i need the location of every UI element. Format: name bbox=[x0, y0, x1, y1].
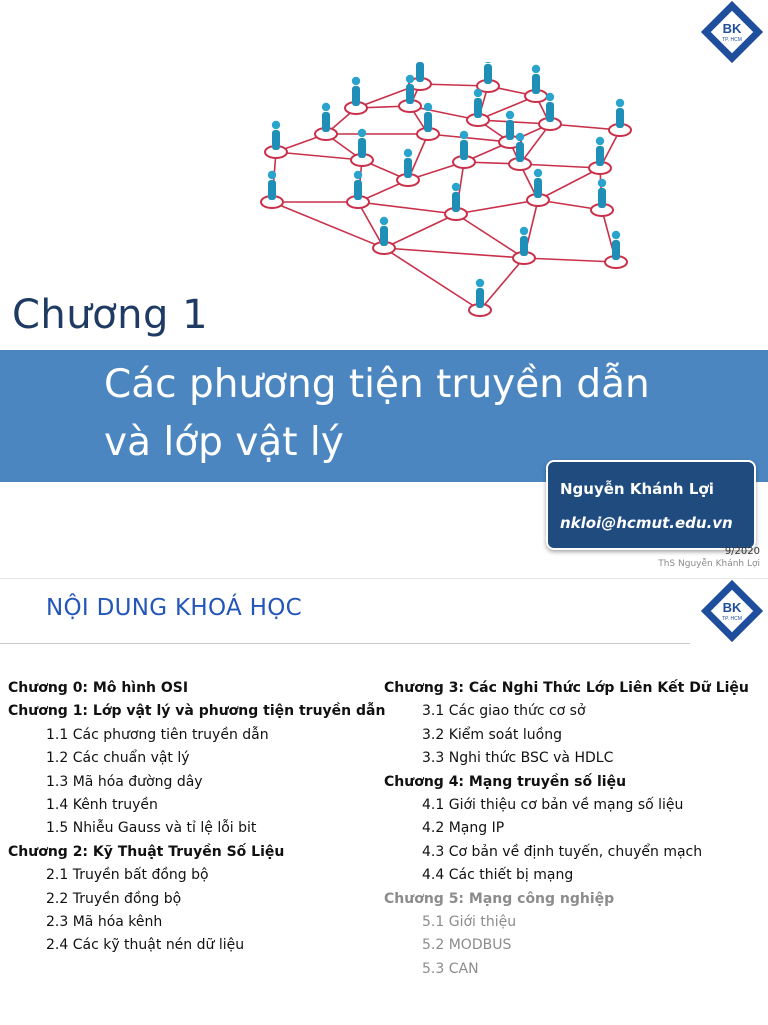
slide-date: 9/2020 bbox=[724, 546, 760, 557]
chapter-title: Chương 1 bbox=[12, 292, 209, 338]
toc-subsection-item: 4.2 Mạng IP bbox=[422, 820, 505, 837]
contents-slide bbox=[0, 578, 768, 1025]
section-divider bbox=[0, 643, 690, 644]
slide-title-line-1: Các phương tiện truyền dẫn bbox=[104, 362, 650, 407]
toc-subsection-item: 5.1 Giới thiệu bbox=[422, 913, 517, 930]
network-link bbox=[480, 258, 524, 310]
network-link bbox=[428, 134, 510, 142]
network-link bbox=[456, 200, 538, 214]
toc-left-column bbox=[8, 677, 388, 958]
toc-subsection-item: 1.5 Nhiễu Gauss và tỉ lệ lỗi bit bbox=[46, 820, 257, 837]
network-link bbox=[276, 152, 362, 160]
person-node bbox=[347, 171, 369, 208]
author-name: Nguyễn Khánh Lợi bbox=[560, 480, 714, 498]
toc-chapter-item: Chương 4: Mạng truyền số liệu bbox=[384, 773, 627, 790]
person-node bbox=[469, 279, 491, 316]
person-node bbox=[527, 169, 549, 206]
person-node bbox=[315, 103, 337, 140]
person-node bbox=[397, 149, 419, 186]
section-title: NỘI DUNG KHOÁ HỌC bbox=[46, 595, 302, 621]
network-link bbox=[538, 168, 600, 200]
toc-subsection-item: 1.3 Mã hóa đường dây bbox=[46, 773, 203, 790]
network-link bbox=[524, 258, 616, 262]
person-node bbox=[345, 77, 367, 114]
toc-subsection-item: 2.4 Các kỹ thuật nén dữ liệu bbox=[46, 937, 245, 954]
toc-subsection-item: 4.1 Giới thiệu cơ bản về mạng số liệu bbox=[422, 796, 684, 813]
toc-chapter-item: Chương 1: Lớp vật lý và phương tiện truyền dẫn bbox=[8, 703, 386, 720]
person-node bbox=[265, 121, 287, 158]
person-node bbox=[261, 171, 283, 208]
toc-subsection-item: 1.2 Các chuẩn vật lý bbox=[46, 750, 190, 767]
network-link bbox=[456, 214, 524, 258]
toc-subsection-item: 1.1 Các phương tiên truyền dẫn bbox=[46, 726, 269, 743]
toc-subsection-item: 5.2 MODBUS bbox=[422, 937, 512, 954]
person-node bbox=[525, 65, 547, 102]
toc-right-column bbox=[384, 677, 764, 981]
svg-text:BK: BK bbox=[722, 600, 742, 615]
network-link bbox=[384, 248, 524, 258]
person-node bbox=[477, 62, 499, 92]
network-link bbox=[358, 202, 456, 214]
svg-text:TP. HCM: TP. HCM bbox=[722, 37, 742, 43]
toc-chapter-item: Chương 3: Các Nghi Thức Lớp Liên Kết Dữ Liệu bbox=[384, 680, 749, 696]
person-node bbox=[589, 137, 611, 174]
toc-subsection-item: 4.4 Các thiết bị mạng bbox=[422, 867, 574, 884]
toc-subsection-item: 2.2 Truyền đồng bộ bbox=[46, 890, 182, 907]
slide-title-line-2: và lớp vật lý bbox=[104, 420, 344, 465]
people-network-illustration bbox=[248, 62, 640, 334]
person-node bbox=[445, 183, 467, 220]
author-email[interactable]: nkloi@hcmut.edu.vn bbox=[560, 514, 733, 532]
toc-subsection-item: 3.2 Kiểm soát luồng bbox=[422, 726, 562, 743]
svg-text:BK: BK bbox=[722, 21, 742, 36]
person-node bbox=[609, 99, 631, 136]
network-link bbox=[384, 214, 456, 248]
network-link bbox=[520, 164, 600, 168]
toc-chapter-item: Chương 0: Mô hình OSI bbox=[8, 680, 189, 696]
toc-subsection-item: 2.1 Truyền bất đồng bộ bbox=[46, 867, 209, 884]
toc-subsection-item: 4.3 Cơ bản về định tuyến, chuyển mạch bbox=[422, 843, 703, 860]
toc-subsection-item: 3.1 Các giao thức cơ sở bbox=[422, 703, 586, 720]
toc-chapter-item: Chương 5: Mạng công nghiệp bbox=[384, 890, 615, 907]
toc-subsection-item: 5.3 CAN bbox=[422, 960, 479, 977]
author-box bbox=[546, 460, 756, 550]
bk-university-logo bbox=[700, 579, 764, 643]
toc-subsection-item: 3.3 Nghi thức BSC và HDLC bbox=[422, 750, 614, 767]
toc-subsection-item: 2.3 Mã hóa kênh bbox=[46, 913, 163, 930]
person-node bbox=[513, 227, 535, 264]
person-node bbox=[591, 179, 613, 216]
footer-author: ThS Nguyễn Khánh Lợi bbox=[658, 559, 760, 569]
svg-text:TP. HCM: TP. HCM bbox=[722, 616, 742, 622]
network-link bbox=[384, 248, 480, 310]
bk-university-logo bbox=[700, 0, 764, 64]
network-link bbox=[272, 202, 384, 248]
toc-chapter-item: Chương 2: Kỹ Thuật Truyền Số Liệu bbox=[8, 843, 285, 860]
toc-subsection-item: 1.4 Kênh truyền bbox=[46, 796, 158, 813]
